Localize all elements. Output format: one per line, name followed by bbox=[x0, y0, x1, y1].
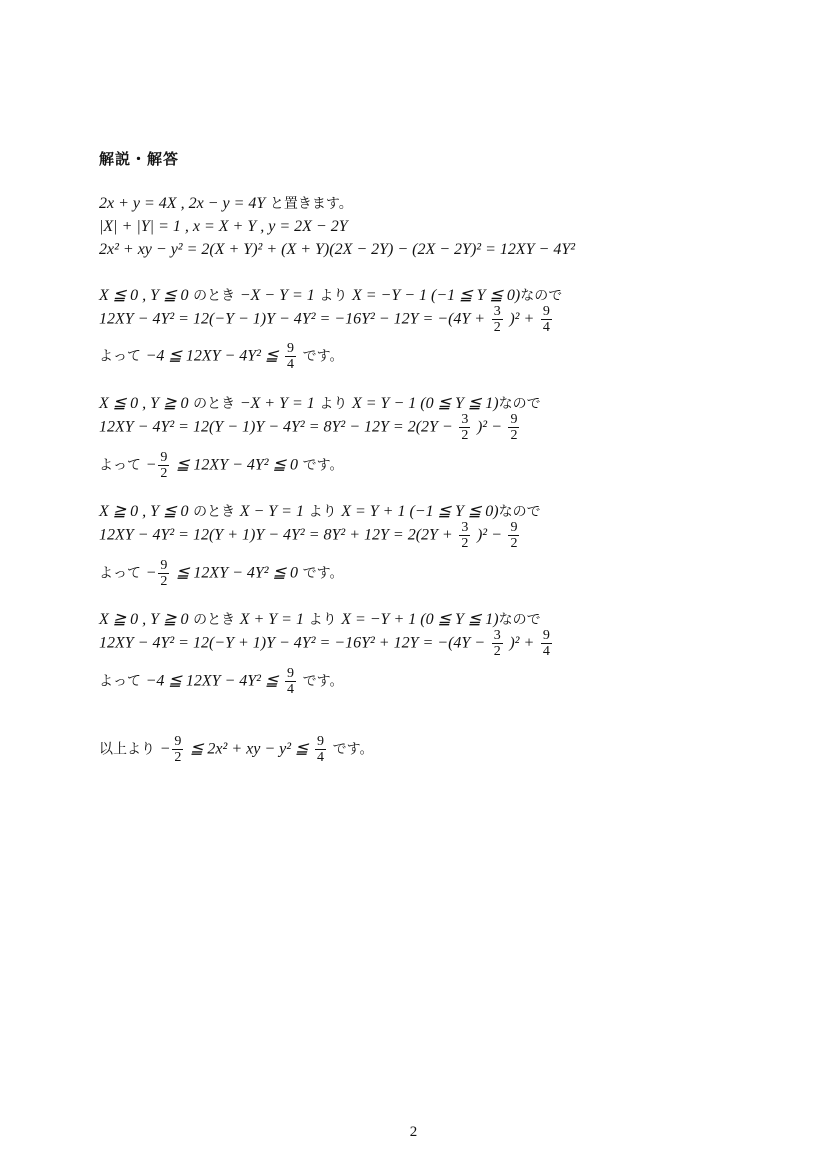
case-solution: X = Y − 1 (0 ≦ Y ≦ 1) bbox=[351, 395, 499, 412]
case-2-conclusion-line bbox=[99, 450, 344, 481]
case-expansion: 12XY − 4Y² = 12(Y − 1)Y − 4Y² = 8Y² − 12Y = 2(2Y − bbox=[99, 418, 453, 436]
case-equation: X − Y = 1 bbox=[239, 503, 304, 520]
word-yori: より bbox=[308, 504, 337, 520]
fraction: $\frac{9}{2}$ bbox=[174, 734, 182, 765]
word-nanode: なので bbox=[498, 504, 541, 520]
fraction: $\frac{9}{2}$ bbox=[510, 520, 518, 551]
case-conclusion: − bbox=[145, 564, 157, 582]
case-3-expansion-line bbox=[99, 520, 521, 551]
intro-line-2 bbox=[99, 216, 348, 238]
case-solution: X = Y + 1 (−1 ≦ Y ≦ 0) bbox=[341, 503, 499, 520]
substitution-equations: 2x + y = 4X , 2x − y = 4Y bbox=[99, 195, 266, 212]
case-condition: X ≧ 0 , Y ≦ 0 bbox=[99, 503, 189, 520]
expression-transform: 2x² + xy − y² = 2(X + Y)² + (X + Y)(2X − 2Y) − (2X − 2Y)² = 12XY − 4Y² bbox=[99, 241, 576, 258]
case-conclusion-tail: ≦ 12XY − 4Y² ≦ 0 bbox=[176, 456, 298, 474]
page-number: 2 bbox=[409, 1124, 418, 1140]
fraction: $\frac{3}{2}$ bbox=[493, 304, 501, 335]
fraction: $\frac{9}{4}$ bbox=[542, 628, 550, 659]
intro-line-3 bbox=[99, 239, 575, 261]
fraction: $\frac{9}{4}$ bbox=[317, 734, 325, 765]
word-nanode: なので bbox=[520, 288, 563, 304]
fraction: $\frac{9}{4}$ bbox=[287, 341, 294, 372]
case-solution: X = −Y − 1 (−1 ≦ Y ≦ 0) bbox=[351, 287, 521, 304]
word-nanode: なので bbox=[498, 612, 541, 628]
fraction: $\frac{9}{4}$ bbox=[287, 666, 294, 697]
fraction: $\frac{3}{2}$ bbox=[461, 412, 469, 443]
word-notoki: のとき bbox=[193, 288, 236, 304]
case-conclusion-tail: ≦ 12XY − 4Y² ≦ 0 bbox=[176, 564, 298, 582]
case-condition: X ≦ 0 , Y ≧ 0 bbox=[99, 395, 189, 412]
case-4-conclusion-line bbox=[99, 666, 344, 697]
final-minus: − bbox=[159, 740, 171, 758]
fraction: $\frac{3}{2}$ bbox=[461, 520, 469, 551]
word-yori: より bbox=[308, 612, 337, 628]
fraction: $\frac{9}{2}$ bbox=[160, 450, 168, 481]
case-condition: X ≦ 0 , Y ≦ 0 bbox=[99, 287, 189, 304]
word-desu: です。 bbox=[302, 348, 344, 365]
word-yori: より bbox=[319, 288, 348, 304]
case-conclusion: −4 ≦ 12XY − 4Y² ≦ bbox=[145, 347, 279, 365]
fraction: $\frac{3}{2}$ bbox=[493, 628, 501, 659]
word-yotte: よって bbox=[99, 348, 141, 365]
final-inequality: ≦ 2x² + xy − y² ≦ bbox=[190, 740, 309, 758]
word-yotte: よって bbox=[99, 673, 141, 690]
word-nanode: なので bbox=[498, 396, 541, 412]
final-conclusion-line bbox=[99, 734, 374, 765]
case-2-expansion-line bbox=[99, 412, 521, 443]
case-4-expansion-line bbox=[99, 628, 554, 659]
case-expansion: 12XY − 4Y² = 12(−Y + 1)Y − 4Y² = −16Y² + 12Y = −(4Y − bbox=[99, 634, 486, 652]
fraction: $\frac{9}{2}$ bbox=[160, 558, 168, 589]
case-expansion: 12XY − 4Y² = 12(Y + 1)Y − 4Y² = 8Y² + 12Y = 2(2Y + bbox=[99, 526, 453, 544]
case-3-conclusion-line bbox=[99, 558, 344, 589]
case-conclusion: −4 ≦ 12XY − 4Y² ≦ bbox=[145, 672, 279, 690]
case-equation: X + Y = 1 bbox=[239, 611, 304, 628]
case-expansion-tail: )² + bbox=[509, 310, 535, 328]
fraction: $\frac{9}{2}$ bbox=[510, 412, 518, 443]
intro-line-1 bbox=[99, 193, 353, 215]
word-notoki: のとき bbox=[193, 612, 236, 628]
word-desu: です。 bbox=[302, 673, 344, 690]
section-heading: 解説・解答 bbox=[99, 150, 180, 168]
case-equation: −X − Y = 1 bbox=[239, 287, 315, 304]
final-prefix: 以上より bbox=[99, 741, 155, 758]
word-notoki: のとき bbox=[193, 396, 236, 412]
case-expansion-tail: )² − bbox=[476, 418, 502, 436]
case-1-expansion-line bbox=[99, 304, 554, 335]
case-expansion: 12XY − 4Y² = 12(−Y − 1)Y − 4Y² = −16Y² − 12Y = −(4Y + bbox=[99, 310, 486, 328]
fraction: $\frac{9}{4}$ bbox=[542, 304, 550, 335]
word-desu: です。 bbox=[302, 457, 344, 474]
case-expansion-tail: )² − bbox=[476, 526, 502, 544]
word-yotte: よって bbox=[99, 457, 141, 474]
case-expansion-tail: )² + bbox=[509, 634, 535, 652]
case-equation: −X + Y = 1 bbox=[239, 395, 315, 412]
case-1-conclusion-line bbox=[99, 341, 344, 372]
word-yotte: よって bbox=[99, 565, 141, 582]
final-suffix: です。 bbox=[332, 741, 374, 758]
word-desu: です。 bbox=[302, 565, 344, 582]
case-condition: X ≧ 0 , Y ≧ 0 bbox=[99, 611, 189, 628]
constraint-equation: |X| + |Y| = 1 , x = X + Y , y = 2X − 2Y bbox=[99, 218, 348, 235]
case-conclusion: − bbox=[145, 456, 157, 474]
intro-text: と置きます。 bbox=[269, 196, 353, 212]
case-solution: X = −Y + 1 (0 ≦ Y ≦ 1) bbox=[341, 611, 499, 628]
word-notoki: のとき bbox=[193, 504, 236, 520]
word-yori: より bbox=[319, 396, 348, 412]
